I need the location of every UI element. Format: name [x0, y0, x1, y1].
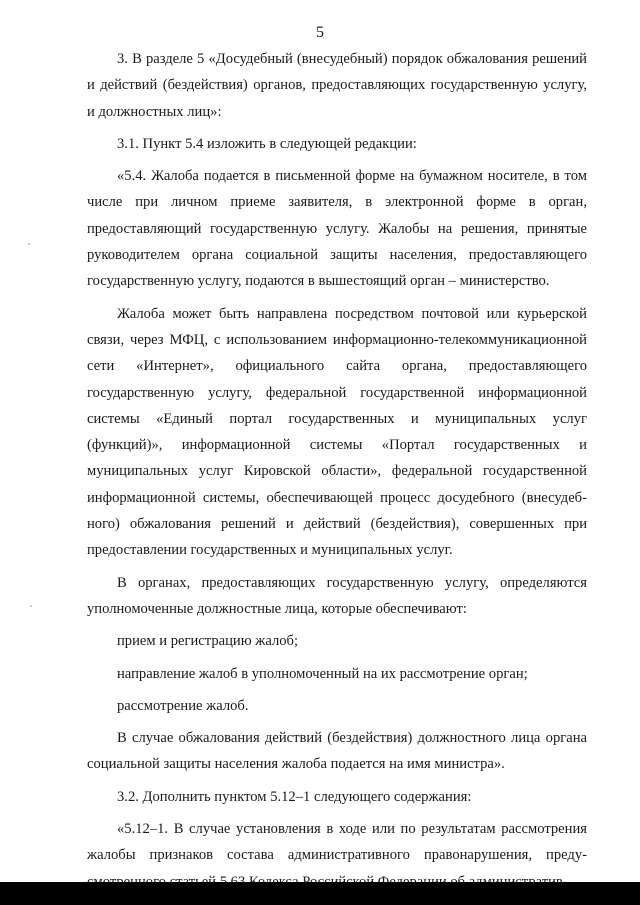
paragraph-complaint-channels: Жалоба может быть направлена посредством почтовой или курьерской связи, через МФЦ, с использованием информационно-телекоммуникационной сети «Интернет», официального сайта органа, предоставляющего государственную услугу, федеральной государственной информационной системы «Единый портал государственных и муниципальных услуг (функций)», информационной системы «Портал государственных и муниципальных услуг Кировской области», федеральной государственной информационной системы, обеспечивающей процесс досудебного (внесудебного) обжалования решений и действий (бездействия), совершенных при предоставлении государственных и муниципальных услуг.	[87, 305, 587, 559]
list-item-forwarding: направление жалоб в уполномоченный на их рассмотрение орган;	[117, 665, 528, 682]
paragraph-3-2: 3.2. Дополнить пунктом 5.12–1 следующего содержания:	[117, 788, 472, 805]
list-item-registration: прием и регистрацию жалоб;	[117, 633, 299, 650]
paragraph-5-4: «5.4. Жалоба подается в письменной форме на бумажном носителе, в том числе при личном приеме заявителя, в электронной форме в орган, предоставляющий государственную услугу. Жалобы на решения, принятые руководителем органа социальной защиты населения, предоставляющего государственную услугу, подаются в вышестоящий орган – министерство.	[87, 168, 587, 290]
page-number: 5	[316, 24, 324, 41]
paragraph-section-3: 3. В разделе 5 «Досудебный (внесудебный) порядок обжалования решений и действий (бездействия) органов, предоставляющих государственную услугу, и должностных лиц»:	[87, 51, 587, 120]
document-body	[87, 46, 587, 895]
paragraph-5-12-1: «5.12–1. В случае установления в ходе или по результатам рассмотрения жалобы признаков состава административного правонарушения, преду	[87, 821, 587, 864]
paragraph-3-1: 3.1. Пункт 5.4 изложить в следующей редакции:	[117, 135, 417, 152]
scan-bottom-border	[0, 882, 640, 905]
paragraph-authorized-officials: В органах, предоставляющих государственную услугу, определяются уполномоченные должностные лица, которые обеспечивают:	[87, 574, 587, 617]
scan-speck	[28, 243, 30, 245]
list-item-review: рассмотрение жалоб.	[117, 697, 249, 714]
paragraph-official-appeal: В случае обжалования действий (бездействия) должностного лица органа социальной защиты населения жалоба подается на имя министра».	[87, 730, 587, 773]
scan-speck	[30, 605, 32, 607]
